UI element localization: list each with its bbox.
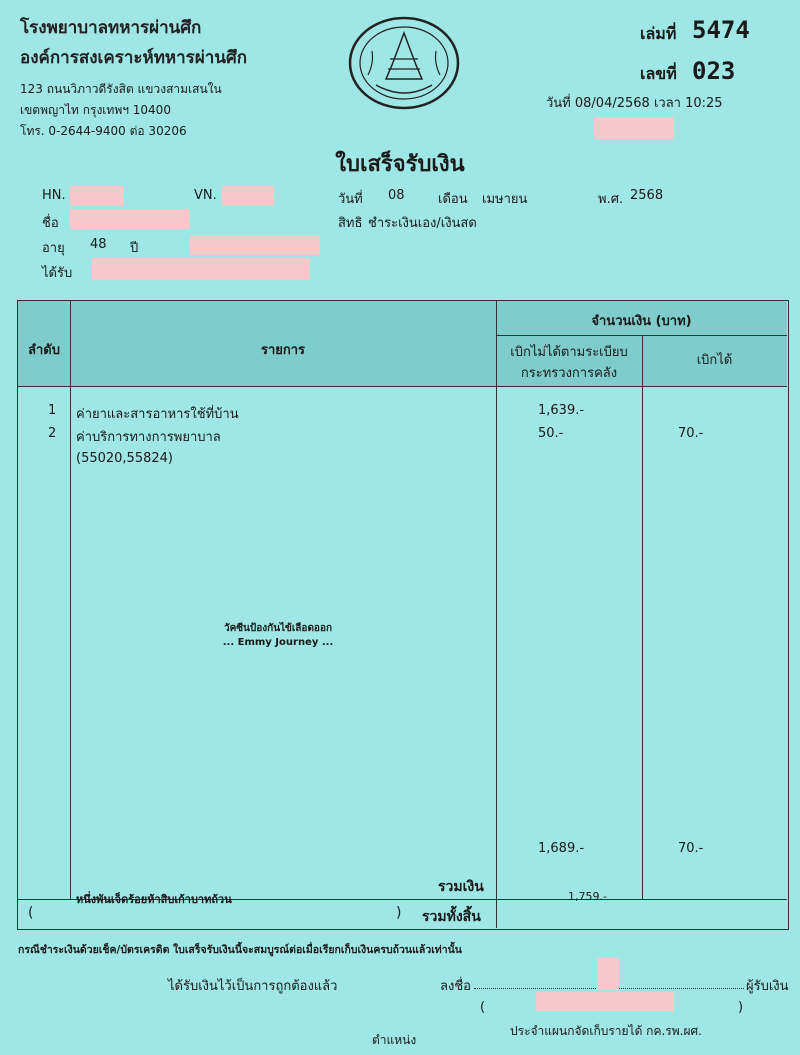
total-paren-open: ( <box>28 905 34 921</box>
redacted-block <box>594 117 674 139</box>
redacted-received-from <box>92 258 310 280</box>
redacted-signature <box>597 958 619 990</box>
row-2-no: 2 <box>48 426 57 441</box>
row-2-item: ค่าบริการทางการพยาบาล <box>76 430 221 445</box>
items-table <box>17 300 789 930</box>
watermark-line-2: ... Emmy Journey ... <box>222 637 334 648</box>
watermark-line-1: วัคซีนป้องกันไข้เลือดออก <box>223 623 333 634</box>
col-header-item: รายการ <box>260 343 306 358</box>
row-2-nonclaim: 50.- <box>538 426 564 441</box>
book-number: 5474 <box>692 16 750 44</box>
month-value: เมษายน <box>482 192 528 207</box>
hospital-name: โรงพยาบาลทหารผ่านศึก <box>20 18 202 38</box>
issue-datetime: วันที่ 08/04/2568 เวลา 10:25 <box>546 96 723 111</box>
year-label: พ.ศ. <box>598 192 624 207</box>
col-header-nonclaim-1: เบิกไม่ได้ตามระเบียบ <box>510 345 628 360</box>
year-value: 2568 <box>630 188 664 203</box>
receipt-number: 023 <box>692 57 736 85</box>
row-1-nonclaim: 1,639.- <box>538 403 585 418</box>
grand-total-label: รวมทั้งสิ้น <box>422 909 481 925</box>
age-label: อายุ <box>42 241 65 256</box>
organization-name: องค์การสงเคราะห์ทหารผ่านศึก <box>20 48 248 68</box>
hn-label: HN. <box>42 188 66 203</box>
right-label: สิทธิ <box>338 216 363 231</box>
department-label: ประจำแผนกจัดเก็บรายได้ กค.รพ.ผศ. <box>510 1024 702 1038</box>
age-unit: ปี <box>130 241 139 256</box>
redacted-age-info <box>190 235 320 255</box>
received-from-label: ได้รับ <box>42 266 73 281</box>
received-correct-text: ได้รับเงินไว้เป็นการถูกต้องแล้ว <box>168 979 338 994</box>
month-label: เดือน <box>438 192 468 207</box>
col-header-no: ลำดับ <box>28 343 60 358</box>
amount-in-words: หนึ่งพันเจ็ดร้อยห้าสิบเก้าบาทถ้วน <box>76 893 232 906</box>
redacted-signer-name <box>536 992 674 1012</box>
organization-seal-icon <box>346 15 462 111</box>
col-header-claim: เบิกได้ <box>696 353 733 368</box>
payment-note: กรณีชำระเงินด้วยเช็ค/บัตรเครดิต ใบเสร็จรับเงินนี้จะสมบูรณ์ต่อเมื่อเรียกเก็บเงินครบถ้วนแล้วเท่านั้น <box>18 944 462 956</box>
address-line-1: 123 ถนนวิภาวดีรังสิต แขวงสามเสนใน <box>20 82 222 96</box>
receipt-number-label: เลขที่ <box>640 64 677 83</box>
row-1-item: ค่ายาและสารอาหารใช้ที่บ้าน <box>76 407 239 422</box>
redacted-hn <box>70 186 124 206</box>
col-header-amount: จำนวนเงิน (บาท) <box>591 314 692 329</box>
position-label: ตำแหน่ง <box>372 1033 417 1047</box>
signature-label: ลงชื่อ <box>440 979 471 994</box>
date-label: วันที่ <box>338 192 363 207</box>
document-title: ใบเสร็จรับเงิน <box>335 152 465 177</box>
subtotal-claim: 70.- <box>678 841 704 856</box>
row-2-claim: 70.- <box>678 426 704 441</box>
date-day: 08 <box>388 188 405 203</box>
subtotal-nonclaim: 1,689.- <box>538 841 585 856</box>
total-paren-close: ) <box>396 905 402 921</box>
book-number-label: เล่มที่ <box>640 24 677 43</box>
signer-paren-close: ) <box>738 1000 744 1015</box>
row-1-no: 1 <box>48 403 57 418</box>
grand-total: 1,759.- <box>568 890 607 903</box>
vn-label: VN. <box>194 188 217 203</box>
signer-paren-open: ( <box>480 1000 486 1015</box>
age-value: 48 <box>90 237 107 252</box>
item-codes: (55020,55824) <box>76 451 173 466</box>
receiver-label: ผู้รับเงิน <box>746 979 789 994</box>
address-line-2: เขตพญาไท กรุงเทพฯ 10400 <box>20 103 171 117</box>
redacted-vn <box>222 186 274 206</box>
redacted-name <box>70 209 190 229</box>
name-label: ชื่อ <box>42 216 59 231</box>
phone-number: โทร. 0-2644-9400 ต่อ 30206 <box>20 124 187 138</box>
payment-right: ชำระเงินเอง/เงินสด <box>368 216 477 231</box>
subtotal-label: รวมเงิน <box>438 879 484 895</box>
col-header-nonclaim-2: กระทรวงการคลัง <box>520 366 618 381</box>
